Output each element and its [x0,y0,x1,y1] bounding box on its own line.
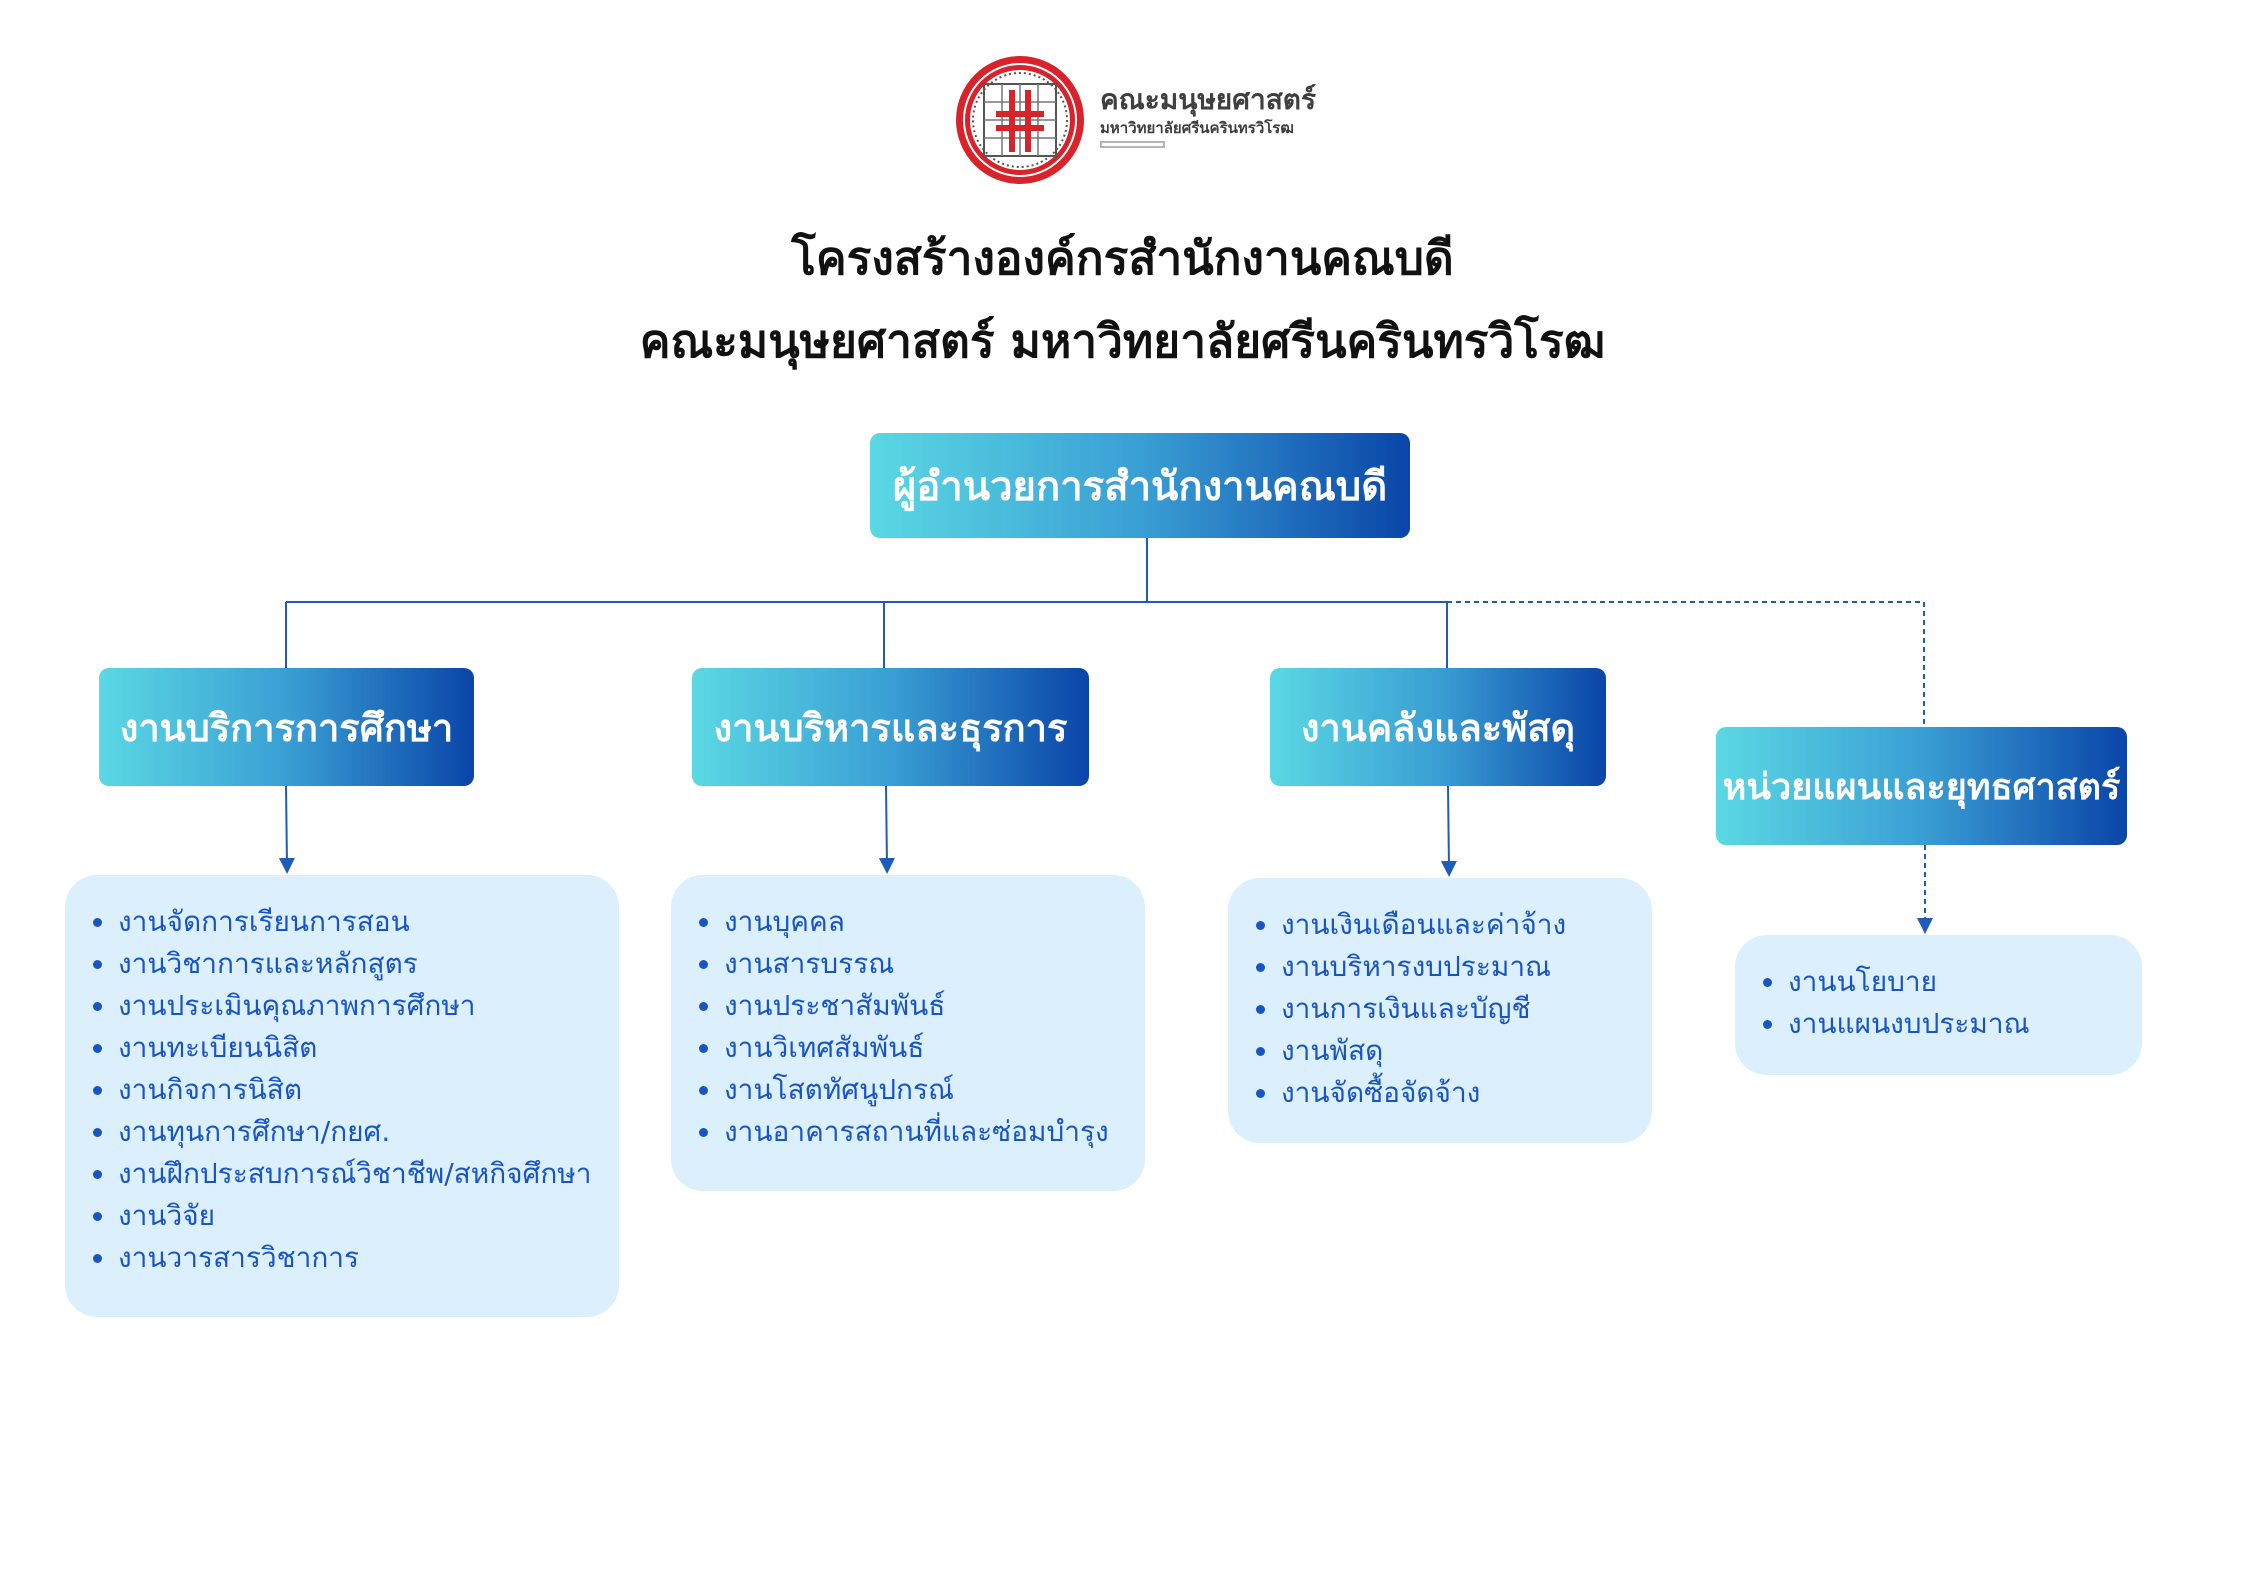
unit-item: งานบุคคล [696,901,1109,943]
division-box-planning-strategy [1716,727,2127,845]
unit-item: งานวิจัย [90,1195,591,1237]
unit-item: งานพัสดุ [1253,1030,1566,1072]
unit-item: งานทุนการศึกษา/กยศ. [90,1111,591,1153]
division-box-education-services [99,668,474,786]
division-box-administration [692,668,1089,786]
unit-item: งานสารบรรณ [696,943,1109,985]
page-title-line-2: คณะมนุษยศาสตร์ มหาวิทยาลัยศรีนครินทรวิโรฒ [639,314,1606,368]
unit-item: งานอาคารสถานที่และซ่อมบำรุง [696,1111,1109,1153]
division-box-finance-supplies [1270,668,1606,786]
arrow-d3 [1448,786,1449,869]
faculty-logo [950,50,1317,190]
director-label: ผู้อำนวยการสำนักงานคณบดี [892,463,1388,510]
unit-item: งานเงินเดือนและค่าจ้าง [1253,904,1566,946]
unit-list-panel-administration [671,875,1145,1191]
unit-item: งานการเงินและบัญชี [1253,988,1566,1030]
unit-list-panel-finance-supplies [1228,878,1652,1143]
division-label: งานบริการการศึกษา [119,705,454,750]
unit-item: งานวารสารวิชาการ [90,1237,591,1279]
unit-item: งานแผนงบประมาณ [1760,1003,2030,1045]
unit-item: งานโสตทัศนูปกรณ์ [696,1069,1109,1111]
unit-list-panel-planning-strategy [1735,935,2142,1075]
unit-item: งานประเมินคุณภาพการศึกษา [90,985,591,1027]
arrow-d2 [886,786,887,866]
unit-list [1253,904,1566,1114]
unit-list-panel-education-services [65,875,619,1317]
unit-list [1760,961,2030,1045]
page-title-line-1: โครงสร้างองค์กรสำนักงานคณบดี [791,231,1454,285]
logo-underline [1100,141,1165,148]
division-label: หน่วยแผนและยุทธศาสตร์ [1722,766,2121,808]
unit-item: งานบริหารงบประมาณ [1253,946,1566,988]
division-label: งานคลังและพัสดุ [1300,705,1576,750]
unit-item: งานทะเบียนนิสิต [90,1027,591,1069]
unit-list [90,901,591,1279]
division-label: งานบริหารและธุรการ [713,705,1068,750]
unit-item: งานจัดซื้อจัดจ้าง [1253,1072,1566,1114]
unit-item: งานนโยบาย [1760,961,2030,1003]
director-box [870,433,1410,538]
logo-university-name: มหาวิทยาลัยศรีนครินทรวิโรฒ [1100,119,1294,137]
logo-faculty-name: คณะมนุษยศาสตร์ [1100,83,1317,116]
unit-item: งานจัดการเรียนการสอน [90,901,591,943]
unit-list [696,901,1109,1153]
unit-item: งานวิเทศสัมพันธ์ [696,1027,1109,1069]
unit-item: งานวิชาการและหลักสูตร [90,943,591,985]
faculty-seal-icon [950,50,1090,190]
arrow-d1 [286,786,287,866]
unit-item: งานประชาสัมพันธ์ [696,985,1109,1027]
unit-item: งานกิจการนิสิต [90,1069,591,1111]
unit-item: งานฝึกประสบการณ์วิชาชีพ/สหกิจศึกษา [90,1153,591,1195]
